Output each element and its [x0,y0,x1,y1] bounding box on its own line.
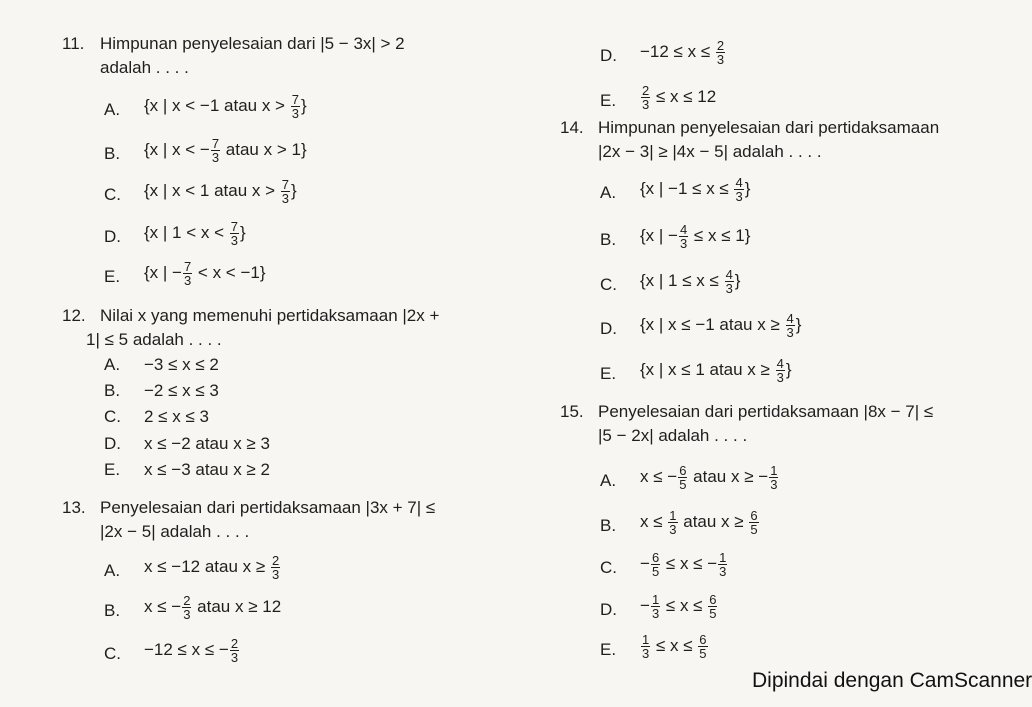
question-text-line1: Penyelesaian dari pertidaksamaan |3x + 7| ≤ [100,498,436,517]
option-label: A. [600,183,617,202]
option-text: 2 ≤ x ≤ 3 [144,407,209,426]
scanner-watermark: Dipindai dengan CamScanner [752,669,1032,692]
question-text-line1: Himpunan penyelesaian dari |5 − 3x| > 2 [100,34,405,53]
option-label: B. [600,516,617,535]
option-text: $\frac{2}{3}$ ≤ x ≤ 12 [642,83,717,112]
question-number: 15. [560,402,584,421]
option-label: E. [104,267,121,286]
question-text-line1: Himpunan penyelesaian dari pertidaksamaan [598,118,940,137]
option-label: D. [600,319,617,338]
question-text-line1: Nilai x yang memenuhi pertidaksamaan |2x + [100,306,440,325]
option-label: A. [104,100,121,119]
option-label: E. [600,364,617,383]
option-label: C. [600,275,617,294]
question-text-line2: 1| ≤ 5 adalah . . . . [86,330,222,349]
question-number: 12. [62,306,86,325]
option-text: {x | − $\frac{4}{3}$ ≤ x ≤ 1} [640,222,751,251]
option-text: − $\frac{6}{5}$ ≤ x ≤ − $\frac{1}{3}$ [640,550,727,579]
option-text: $\frac{1}{3}$ ≤ x ≤ $\frac{6}{5}$ [642,632,707,661]
option-label: B. [600,230,617,249]
option-text: −12 ≤ x ≤ − $\frac{2}{3}$ [144,636,239,665]
option-text: −2 ≤ x ≤ 3 [144,381,219,400]
option-text: x ≤ $\frac{1}{3}$ atau x ≥ $\frac{6}{5}$ [640,508,758,537]
option-text: {x | x < 1 atau x > $\frac{7}{3}$ } [144,177,297,206]
option-text: {x | − $\frac{7}{3}$ < x < −1} [144,259,266,288]
option-text: −3 ≤ x ≤ 2 [144,355,219,374]
option-text: x ≤ − $\frac{6}{5}$ atau x ≥ − $\frac{1}{3}$ [640,463,778,492]
option-text: {x | x ≤ −1 atau x ≥ $\frac{4}{3}$ } [640,311,802,340]
option-text: {x | x < −1 atau x > $\frac{7}{3}$ } [144,92,307,121]
question-text-line2: |2x − 5| adalah . . . . [100,522,250,541]
option-label: B. [104,601,121,620]
question-text-line2: adalah . . . . [100,58,189,77]
option-label: C. [104,644,121,663]
option-label: D. [104,434,121,453]
option-label: A. [104,561,121,580]
option-text: {x | x ≤ 1 atau x ≥ $\frac{4}{3}$ } [640,356,792,385]
option-text: {x | x < − $\frac{7}{3}$ atau x > 1} [144,136,307,165]
question-number: 11. [62,34,85,53]
option-label: B. [104,381,121,400]
option-text: {x | 1 ≤ x ≤ $\frac{4}{3}$ } [640,267,741,296]
option-text: − $\frac{1}{3}$ ≤ x ≤ $\frac{6}{5}$ [640,592,717,621]
option-label: D. [104,227,121,246]
question-text-line2: |2x − 3| ≥ |4x − 5| adalah . . . . [598,142,822,161]
option-text: −12 ≤ x ≤ $\frac{2}{3}$ [640,38,725,67]
option-text: x ≤ −2 atau x ≥ 3 [144,434,270,453]
option-text: {x | 1 < x < $\frac{7}{3}$ } [144,219,246,248]
option-label: E. [600,640,617,659]
option-label: D. [600,46,617,65]
right-column [560,0,1000,707]
option-label: D. [600,600,617,619]
question-number: 14. [560,118,584,137]
option-label: C. [600,558,617,577]
option-label: C. [104,407,121,426]
option-label: C. [104,185,121,204]
question-text-line2: |5 − 2x| adalah . . . . [598,426,748,445]
question-text-line1: Penyelesaian dari pertidaksamaan |8x − 7| ≤ [598,402,934,421]
option-label: A. [104,355,121,374]
option-label: A. [600,471,617,490]
option-text: x ≤ −12 atau x ≥ $\frac{2}{3}$ [144,553,280,582]
option-text: {x | −1 ≤ x ≤ $\frac{4}{3}$ } [640,175,751,204]
option-label: E. [600,91,617,110]
option-text: x ≤ − $\frac{2}{3}$ atau x ≥ 12 [144,593,282,622]
option-label: E. [104,460,121,479]
option-text: x ≤ −3 atau x ≥ 2 [144,460,270,479]
option-label: B. [104,144,121,163]
question-number: 13. [62,498,86,517]
